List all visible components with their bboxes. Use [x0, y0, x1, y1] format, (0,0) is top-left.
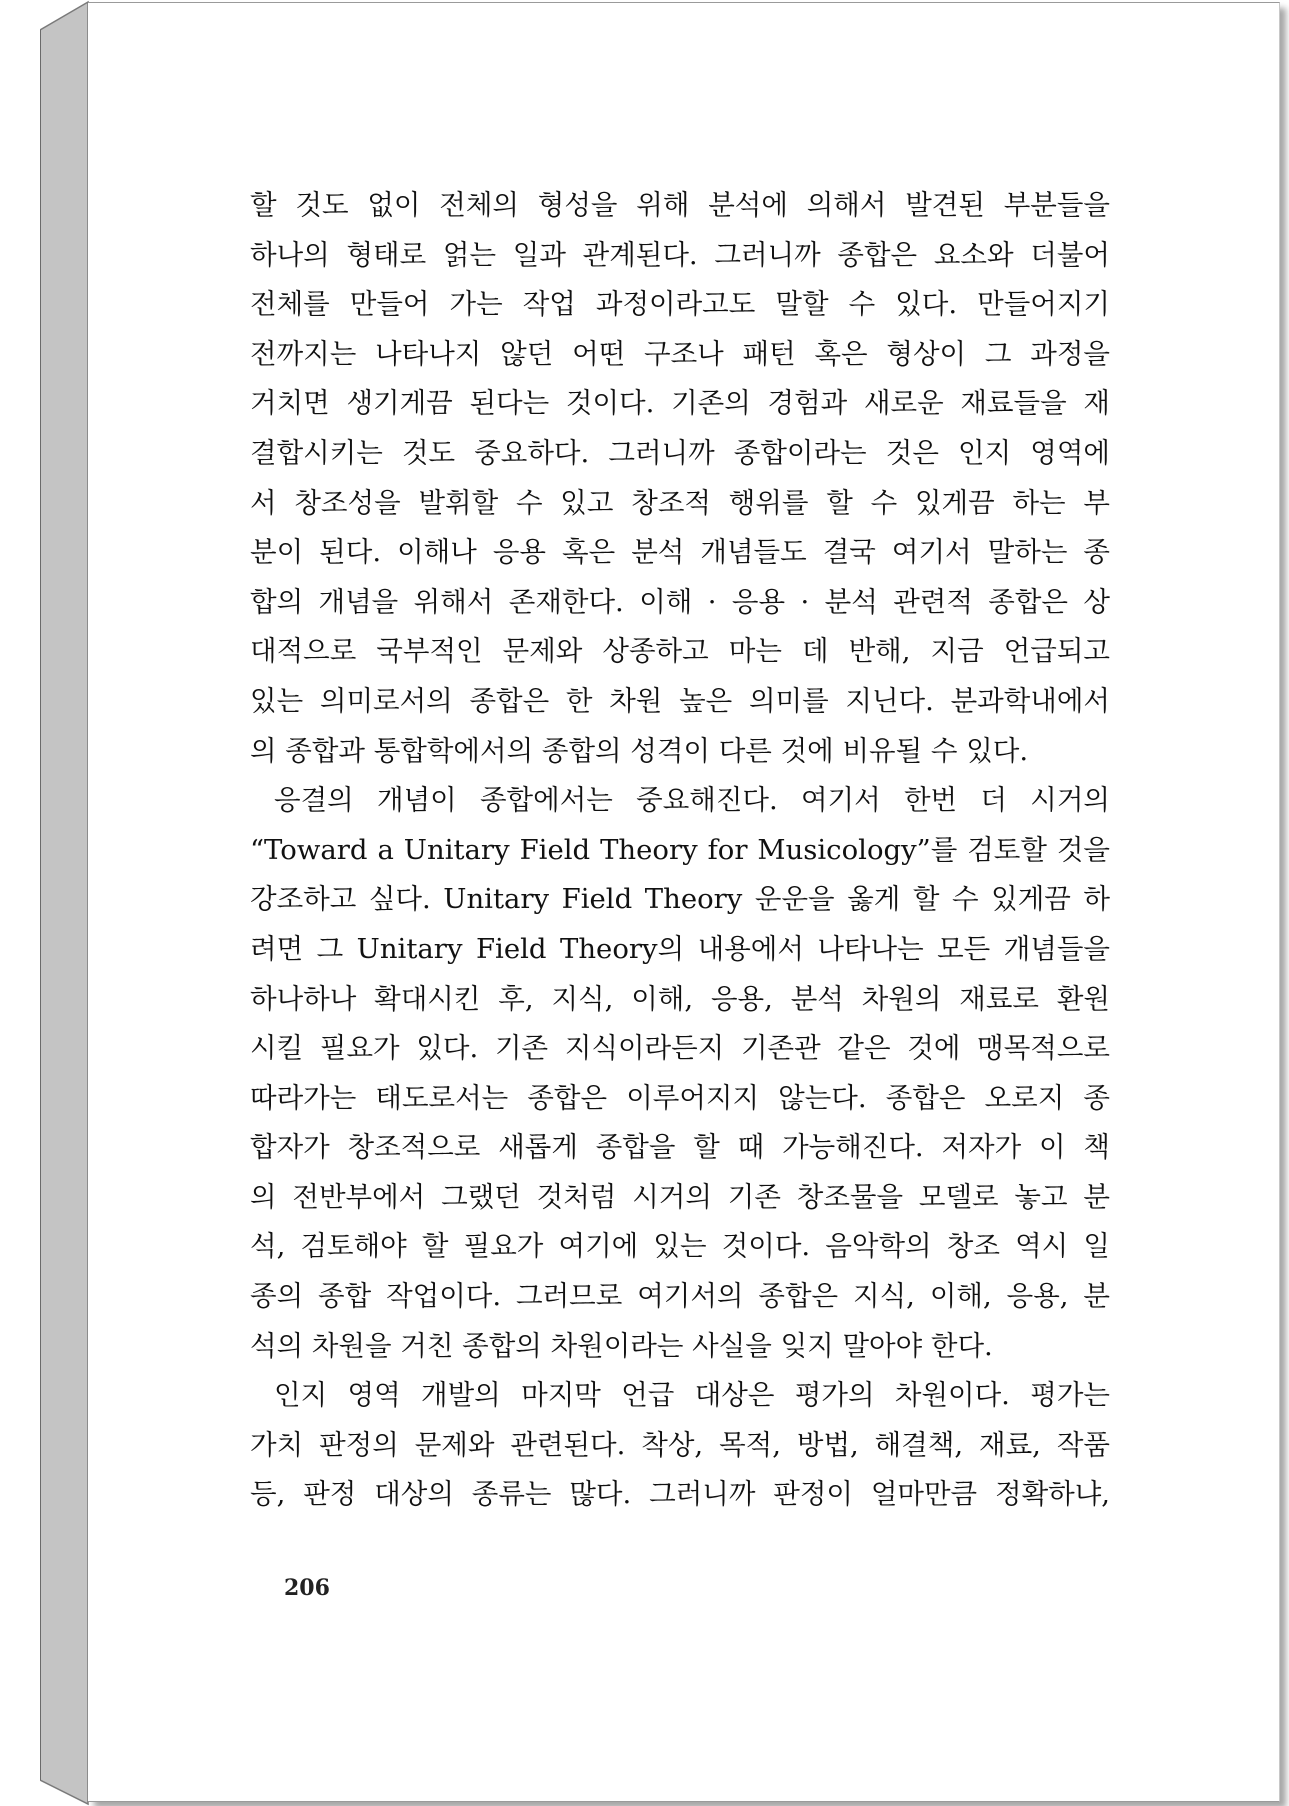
text-line: 하나하나 확대시킨 후, 지식, 이해, 응용, 분석 차원의 재료로 환원 — [250, 982, 1110, 1015]
text-line: 결합시키는 것도 중요하다. 그러니까 종합이라는 것은 인지 영역에 — [250, 436, 1110, 469]
text-line: “Toward a Unitary Field Theory for Musicology”를 검토할 것을 — [250, 833, 1110, 866]
book-spine — [40, 0, 90, 1806]
text-line: 전까지는 나타나지 않던 어떤 구조나 패턴 혹은 형상이 그 과정을 — [250, 337, 1110, 370]
book-spine-shape — [40, 0, 90, 1806]
text-line: 서 창조성을 발휘할 수 있고 창조적 행위를 할 수 있게끔 하는 부 — [250, 486, 1110, 519]
text-line: 시킬 필요가 있다. 기존 지식이라든지 기존관 같은 것에 맹목적으로 — [250, 1032, 1110, 1065]
text-line: 따라가는 태도로서는 종합은 이루어지지 않는다. 종합은 오로지 종 — [250, 1081, 1110, 1114]
text-line: 거치면 생기게끔 된다는 것이다. 기존의 경험과 새로운 재료들을 재 — [250, 387, 1110, 420]
body-text — [250, 181, 1110, 1520]
page-number: 206 — [284, 1575, 330, 1601]
text-line: 의 전반부에서 그랬던 것처럼 시거의 기존 창조물을 모델로 놓고 분 — [250, 1180, 1110, 1213]
text-line: 응결의 개념이 종합에서는 중요해진다. 여기서 한번 더 시거의 — [274, 784, 1110, 817]
book-page — [88, 2, 1280, 1802]
text-line: 합의 개념을 위해서 존재한다. 이해 · 응용 · 분석 관련적 종합은 상 — [250, 585, 1110, 618]
text-line: 하나의 형태로 얽는 일과 관계된다. 그러니까 종합은 요소와 더불어 — [250, 238, 1110, 271]
text-line: 가치 판정의 문제와 관련된다. 착상, 목적, 방법, 해결책, 재료, 작품 — [250, 1428, 1110, 1461]
text-line: 등, 판정 대상의 종류는 많다. 그러니까 판정이 얼마만큼 정확하냐, — [250, 1478, 1110, 1511]
text-line: 분이 된다. 이해나 응용 혹은 분석 개념들도 결국 여기서 말하는 종 — [250, 536, 1110, 569]
text-line: 할 것도 없이 전체의 형성을 위해 분석에 의해서 발견된 부분들을 — [250, 189, 1110, 221]
text-line: 인지 영역 개발의 마지막 언급 대상은 평가의 차원이다. 평가는 — [274, 1379, 1110, 1412]
text-line: 석, 검토해야 할 필요가 여기에 있는 것이다. 음악학의 창조 역시 일 — [250, 1230, 1110, 1263]
text-line: 전체를 만들어 가는 작업 과정이라고도 말할 수 있다. 만들어지기 — [250, 288, 1110, 321]
text-line: 종의 종합 작업이다. 그러므로 여기서의 종합은 지식, 이해, 응용, 분 — [250, 1280, 1110, 1313]
text-line: 합자가 창조적으로 새롭게 종합을 할 때 가능해진다. 저자가 이 책 — [250, 1131, 1110, 1164]
text-line: 의 종합과 통합학에서의 종합의 성격이 다른 것에 비유될 수 있다. — [250, 734, 1029, 767]
text-line: 석의 차원을 거친 종합의 차원이라는 사실을 잊지 말아야 한다. — [250, 1329, 993, 1362]
text-line: 있는 의미로서의 종합은 한 차원 높은 의미를 지닌다. 분과학내에서 — [250, 684, 1110, 717]
text-line: 려면 그 Unitary Field Theory의 내용에서 나타나는 모든 개념들을 — [250, 932, 1110, 965]
text-line: 강조하고 싶다. Unitary Field Theory 운운을 옳게 할 수 있게끔 하 — [250, 883, 1110, 916]
text-line: 대적으로 국부적인 문제와 상종하고 마는 데 반해, 지금 언급되고 — [250, 635, 1110, 668]
